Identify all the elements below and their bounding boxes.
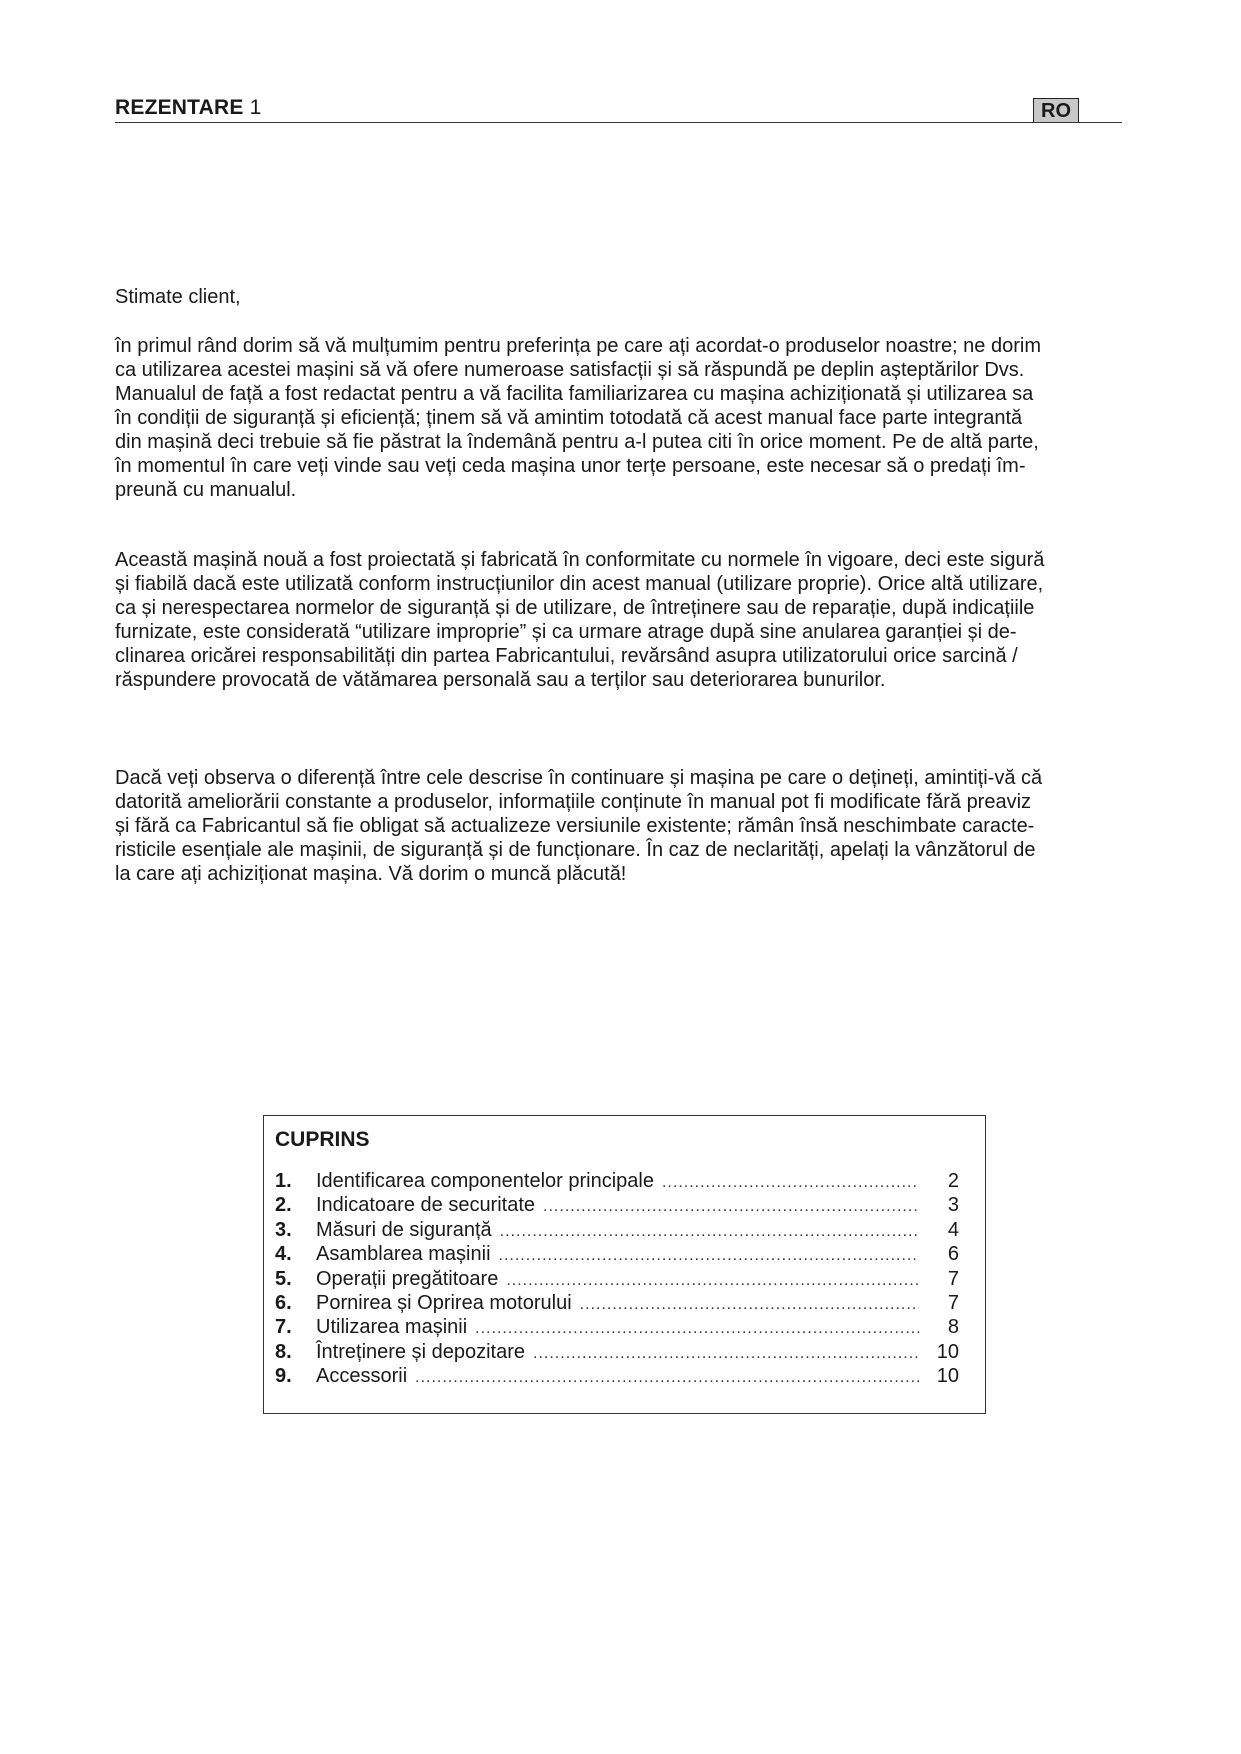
table-of-contents	[263, 1115, 986, 1414]
paragraph-line: în condiții de siguranță și eficiență; ținem să vă amintim totodată că acest manual face parte integrantă	[115, 407, 1023, 429]
toc-entry-label: Întreținere și depozitare	[316, 1340, 526, 1363]
toc-title: CUPRINS	[275, 1128, 370, 1151]
toc-dot-leader	[506, 1269, 919, 1293]
toc-dot-leader	[662, 1171, 919, 1195]
language-badge: RO	[1033, 98, 1079, 122]
toc-dot-leader	[500, 1220, 919, 1244]
toc-entry[interactable]	[275, 1218, 959, 1242]
section-number: 1	[249, 96, 262, 119]
paragraph-line: datorită ameliorării constante a produselor, informațiile conținute în manual pot fi modificate fără preaviz	[115, 791, 1032, 813]
toc-entry[interactable]	[275, 1340, 959, 1364]
toc-entry-number: 5.	[275, 1267, 292, 1290]
toc-dot-leader	[533, 1342, 919, 1366]
toc-list	[275, 1169, 959, 1389]
notice-paragraph	[115, 766, 1135, 886]
paragraph-line: preună cu manualul.	[115, 479, 297, 501]
toc-entry[interactable]	[275, 1242, 959, 1266]
toc-entry-page: 10	[936, 1340, 959, 1363]
toc-entry-page: 4	[947, 1218, 959, 1241]
toc-entry-label: Măsuri de siguranță	[316, 1218, 492, 1241]
toc-entry-number: 2.	[275, 1194, 292, 1217]
toc-entry-number: 9.	[275, 1365, 292, 1388]
paragraph-line: și fără ca Fabricantul să fie obligat să actualizeze versiunile existente; rămân însă neschimbate caracte-	[115, 815, 1035, 837]
toc-entry[interactable]	[275, 1169, 959, 1193]
toc-entry[interactable]	[275, 1315, 959, 1339]
toc-entry-number: 4.	[275, 1243, 292, 1266]
paragraph-line: la care ați achiziționat mașina. Vă dorim o muncă plăcută!	[115, 863, 627, 885]
toc-entry-label: Operații pregătitoare	[316, 1267, 499, 1290]
toc-entry-number: 1.	[275, 1170, 292, 1192]
toc-dot-leader	[415, 1366, 919, 1390]
toc-entry-label: Pornirea și Oprirea motorului	[316, 1291, 572, 1314]
toc-entry[interactable]	[275, 1267, 959, 1291]
toc-entry[interactable]	[275, 1364, 959, 1388]
paragraph-line: clinarea oricărei responsabilități din partea Fabricantului, revărsând asupra utilizatorului orice sarcină /	[115, 645, 1018, 667]
toc-dot-leader	[580, 1293, 919, 1317]
toc-entry-label: Utilizarea mașinii	[316, 1316, 468, 1339]
toc-entry-label: Identificarea componentelor principale	[316, 1170, 654, 1192]
toc-dot-leader	[499, 1244, 919, 1268]
section-title	[115, 96, 262, 120]
safety-paragraph	[115, 548, 1135, 692]
paragraph-line: în momentul în care veți vinde sau veți ceda mașina unor terțe persoane, este necesar să o predați îm-	[115, 455, 1026, 477]
toc-entry-number: 8.	[275, 1340, 292, 1363]
toc-entry-label: Accessorii	[316, 1365, 408, 1388]
toc-entry-page: 2	[947, 1170, 959, 1192]
paragraph-line: în primul rând dorim să vă mulțumim pentru preferința pe care ați acordat-o produselor noastre; ne dorim	[115, 335, 1041, 357]
intro-paragraph	[115, 334, 1135, 502]
paragraph-line: furnizate, este considerată “utilizare improprie” și ca urmare atrage după sine anularea garanției și de-	[115, 621, 1017, 643]
toc-entry-number: 6.	[275, 1291, 292, 1314]
toc-entry-page: 7	[947, 1267, 959, 1290]
toc-entry[interactable]	[275, 1193, 959, 1217]
toc-entry-page: 10	[936, 1365, 959, 1388]
paragraph-line: răspundere provocată de vătămarea personală sau a terților sau deteriorarea bunurilor.	[115, 669, 886, 691]
toc-dot-leader	[543, 1195, 919, 1219]
paragraph-line: și fiabilă dacă este utilizată conform instrucțiunilor din acest manual (utilizare proprie). Orice altă utilizare,	[115, 573, 1044, 595]
toc-entry-page: 3	[947, 1194, 959, 1217]
toc-entry-page: 7	[947, 1291, 959, 1314]
paragraph-line: risticile esențiale ale mașinii, de siguranță și de funcționare. În caz de neclarități, apelați la vânzătorul de	[115, 839, 1036, 861]
paragraph-line: Manualul de față a fost redactat pentru a vă facilita familiarizarea cu mașina achiziționată și utilizarea sa	[115, 383, 1034, 405]
page-header	[115, 94, 1122, 123]
paragraph-line: din mașină deci trebuie să fie păstrat la îndemână pentru a-l putea citi în orice moment. Pe de altă parte,	[115, 431, 1039, 453]
greeting: Stimate client,	[115, 286, 241, 308]
toc-entry-page: 6	[947, 1243, 959, 1266]
section-name: REZENTARE	[115, 96, 244, 119]
paragraph-line: ca și nerespectarea normelor de siguranță și de utilizare, de întreținere sau de reparație, după indicațiile	[115, 597, 1035, 619]
toc-entry[interactable]	[275, 1291, 959, 1315]
toc-entry-label: Indicatoare de securitate	[316, 1194, 536, 1217]
toc-dot-leader	[475, 1317, 919, 1341]
toc-entry-number: 3.	[275, 1218, 292, 1241]
paragraph-line: ca utilizarea acestei mașini să vă ofere numeroase satisfacții și să răspundă pe deplin așteptărilor Dvs.	[115, 359, 1025, 381]
toc-entry-number: 7.	[275, 1316, 292, 1339]
paragraph-line: Această mașină nouă a fost proiectată și fabricată în conformitate cu normele în vigoare, deci este sigură	[115, 549, 1045, 571]
toc-entry-page: 8	[947, 1316, 959, 1339]
paragraph-line: Dacă veți observa o diferență între cele descrise în continuare și mașina pe care o dețineți, amintiți-vă că	[115, 767, 1043, 789]
toc-entry-label: Asamblarea mașinii	[316, 1243, 491, 1266]
